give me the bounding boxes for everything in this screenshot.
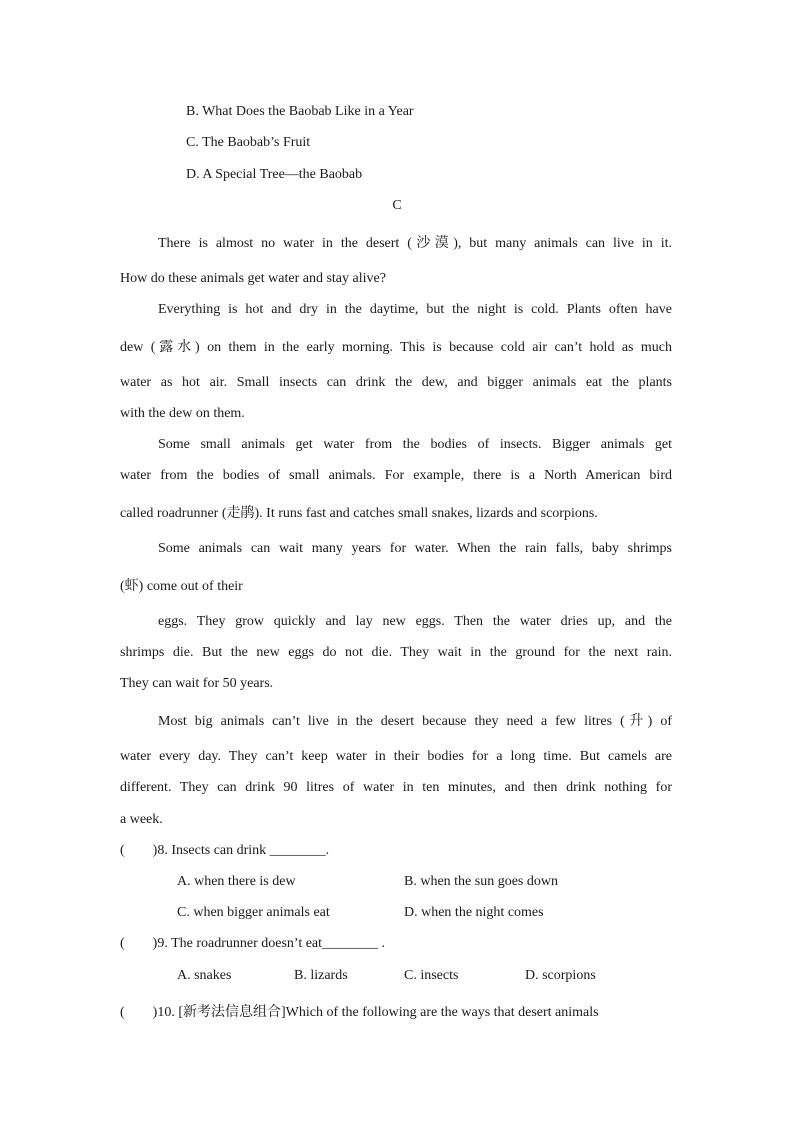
question-8-option-c: C. when bigger animals eat xyxy=(177,905,330,920)
passage-line: water as hot air. Small insects can drink the dew, and bigger animals eat the plants xyxy=(120,375,672,390)
passage-line: water every day. They can’t keep water in their bodies for a long time. But camels are xyxy=(120,749,672,764)
passage-line: How do these animals get water and stay alive? xyxy=(120,271,386,286)
passage-line: Most big animals can’t live in the desert because they need a few litres (升) of xyxy=(158,714,672,729)
passage-line: Some small animals get water from the bodies of insects. Bigger animals get xyxy=(158,437,672,452)
option-d-prev: D. A Special Tree—the Baobab xyxy=(186,167,363,182)
question-8-option-b: B. when the sun goes down xyxy=(404,874,558,889)
passage-line: called roadrunner (走鹃). It runs fast and catches small snakes, lizards and scorpions. xyxy=(120,506,598,521)
passage-line: They can wait for 50 years. xyxy=(120,676,274,691)
question-10-stem: ( )10. [新考法信息组合]Which of the following are the ways that desert animals xyxy=(120,1005,599,1020)
question-9-option-d: D. scorpions xyxy=(525,968,596,983)
question-9-option-a: A. snakes xyxy=(177,968,232,983)
passage-line: with the dew on them. xyxy=(120,406,245,421)
passage-line: different. They can drink 90 litres of water in ten minutes, and then drink nothing for xyxy=(120,780,672,795)
passage-line: There is almost no water in the desert (沙漠), but many animals can live in it. xyxy=(158,236,672,251)
passage-line: eggs. They grow quickly and lay new eggs. Then the water dries up, and the xyxy=(158,614,672,629)
option-b-prev: B. What Does the Baobab Like in a Year xyxy=(186,104,414,119)
passage-line: shrimps die. But the new eggs do not die. They wait in the ground for the next rain. xyxy=(120,645,672,660)
question-8-option-a: A. when there is dew xyxy=(177,874,296,889)
passage-line: a week. xyxy=(120,812,163,827)
passage-line: water from the bodies of small animals. For example, there is a North American bird xyxy=(120,468,672,483)
passage-line: Some animals can wait many years for water. When the rain falls, baby shrimps xyxy=(158,541,672,556)
question-9-option-b: B. lizards xyxy=(294,968,348,983)
question-9-option-c: C. insects xyxy=(404,968,459,983)
passage-line: Everything is hot and dry in the daytime, but the night is cold. Plants often have xyxy=(158,302,672,317)
option-c-prev: C. The Baobab’s Fruit xyxy=(186,135,311,150)
question-9-stem: ( )9. The roadrunner doesn’t eat________ . xyxy=(120,936,386,951)
passage-line: dew (露水) on them in the early morning. This is because cold air can’t hold as much xyxy=(120,340,672,355)
question-8-stem: ( )8. Insects can drink ________. xyxy=(120,843,330,858)
passage-line: (虾) come out of their xyxy=(120,579,243,594)
question-8-option-d: D. when the night comes xyxy=(404,905,544,920)
section-label: C xyxy=(392,198,402,213)
